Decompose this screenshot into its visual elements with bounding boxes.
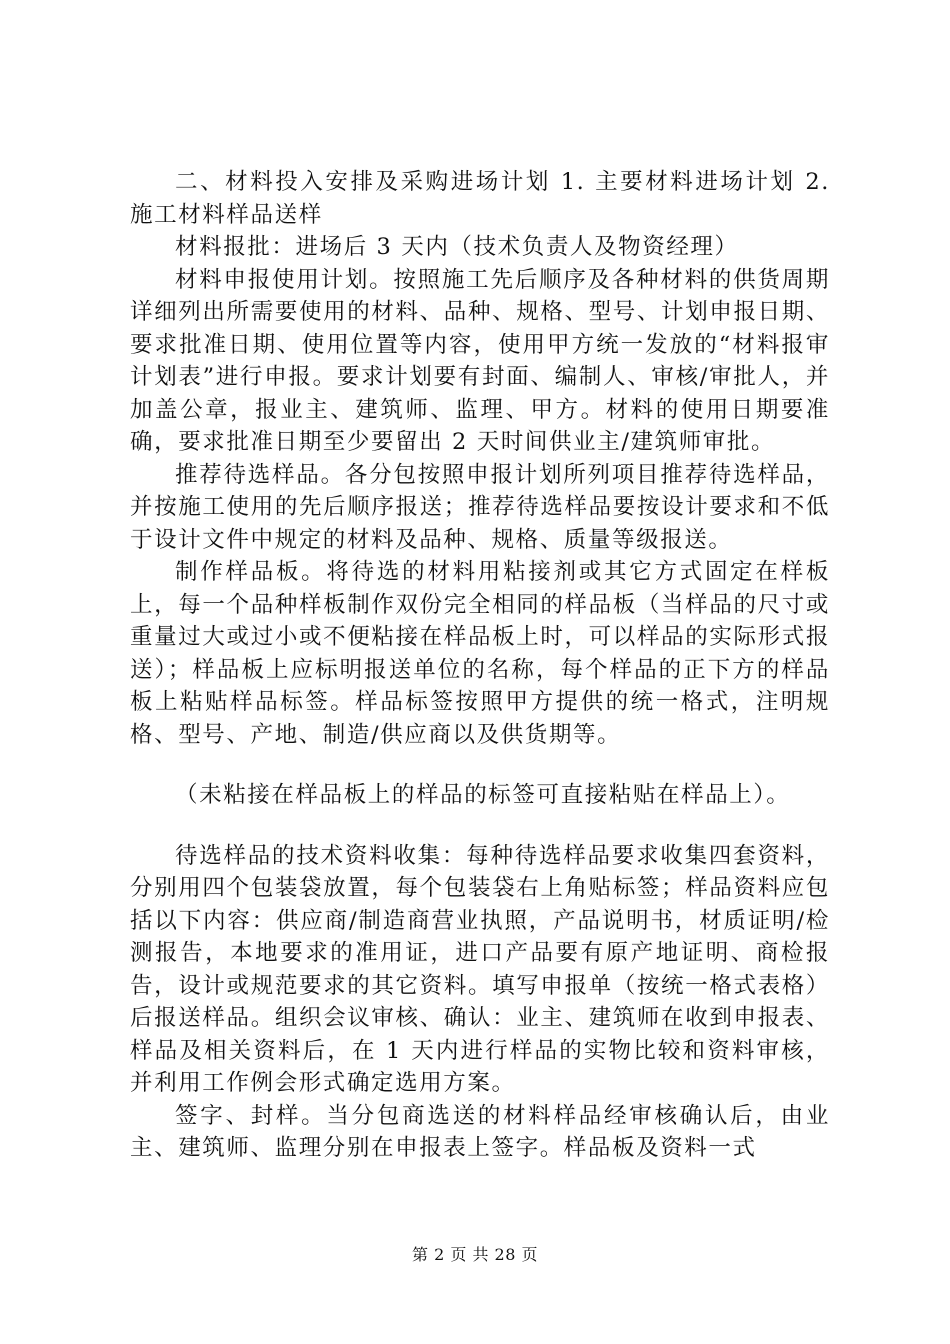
page-number-footer: 第 2 页 共 28 页 (412, 1245, 538, 1264)
document-body (130, 166, 830, 1165)
paragraph-recommend-samples: 推荐待选样品。各分包按照申报计划所列项目推荐待选样品，并按施工使用的先后顺序报送；推荐待选样品要按设计要求和不低于设计文件中规定的材料及品种、规格、质量等级报送。 (130, 461, 830, 553)
paragraph-usage-plan: 材料申报使用计划。按照施工先后顺序及各种材料的供货周期详细列出所需要使用的材料、品种、规格、型号、计划申报日期、要求批准日期、使用位置等内容，使用甲方统一发放的“材料报审计划表”进行申报。要求计划要有封面、编制人、审核/审批人，并加盖公章，报业主、建筑师、监理、甲方。材料的使用日期要准确，要求批准日期至少要留出 2 天时间供业主/建筑师审批。 (130, 266, 830, 455)
paragraph-technical-docs: 待选样品的技术资料收集：每种待选样品要求收集四套资料，分别用四个包装袋放置，每个包装袋右上角贴标签；样品资料应包括以下内容：供应商/制造商营业执照，产品说明书，材质证明/检测报告，本地要求的准用证，进口产品要有原产地证明、商检报告，设计或规范要求的其它资料。填写申报单（按统一格式表格）后报送样品。组织会议审核、确认：业主、建筑师在收到申报表、样品及相关资料后，在 1 天内进行样品的实物比较和资料审核，并利用工作例会形式确定选用方案。 (130, 842, 830, 1096)
paragraph-material-approval: 材料报批：进场后 3 天内（技术负责人及物资经理） (175, 234, 739, 260)
paragraph-label-note: （未粘接在样品板上的样品的标签可直接粘贴在样品上）。 (175, 782, 791, 808)
paragraph-sign-seal: 签字、封样。当分包商选送的材料样品经审核确认后，由业主、建筑师、监理分别在申报表上签字。样品板及资料一式 (130, 1102, 830, 1161)
paragraph-section-heading: 二、材料投入安排及采购进场计划 1. 主要材料进场计划 2. 施工材料样品送样 (130, 169, 830, 228)
paragraph-sample-board: 制作样品板。将待选的材料用粘接剂或其它方式固定在样板上，每一个品种样板制作双份完全相同的样品板（当样品的尺寸或重量过大或过小或不便粘接在样品板上时，可以样品的实际形式报送）；样品板上应标明报送单位的名称，每个样品的正下方的样品板上粘贴样品标签。样品标签按照甲方提供的统一格式，注明规格、型号、产地、制造/供应商以及供货期等。 (130, 559, 830, 748)
